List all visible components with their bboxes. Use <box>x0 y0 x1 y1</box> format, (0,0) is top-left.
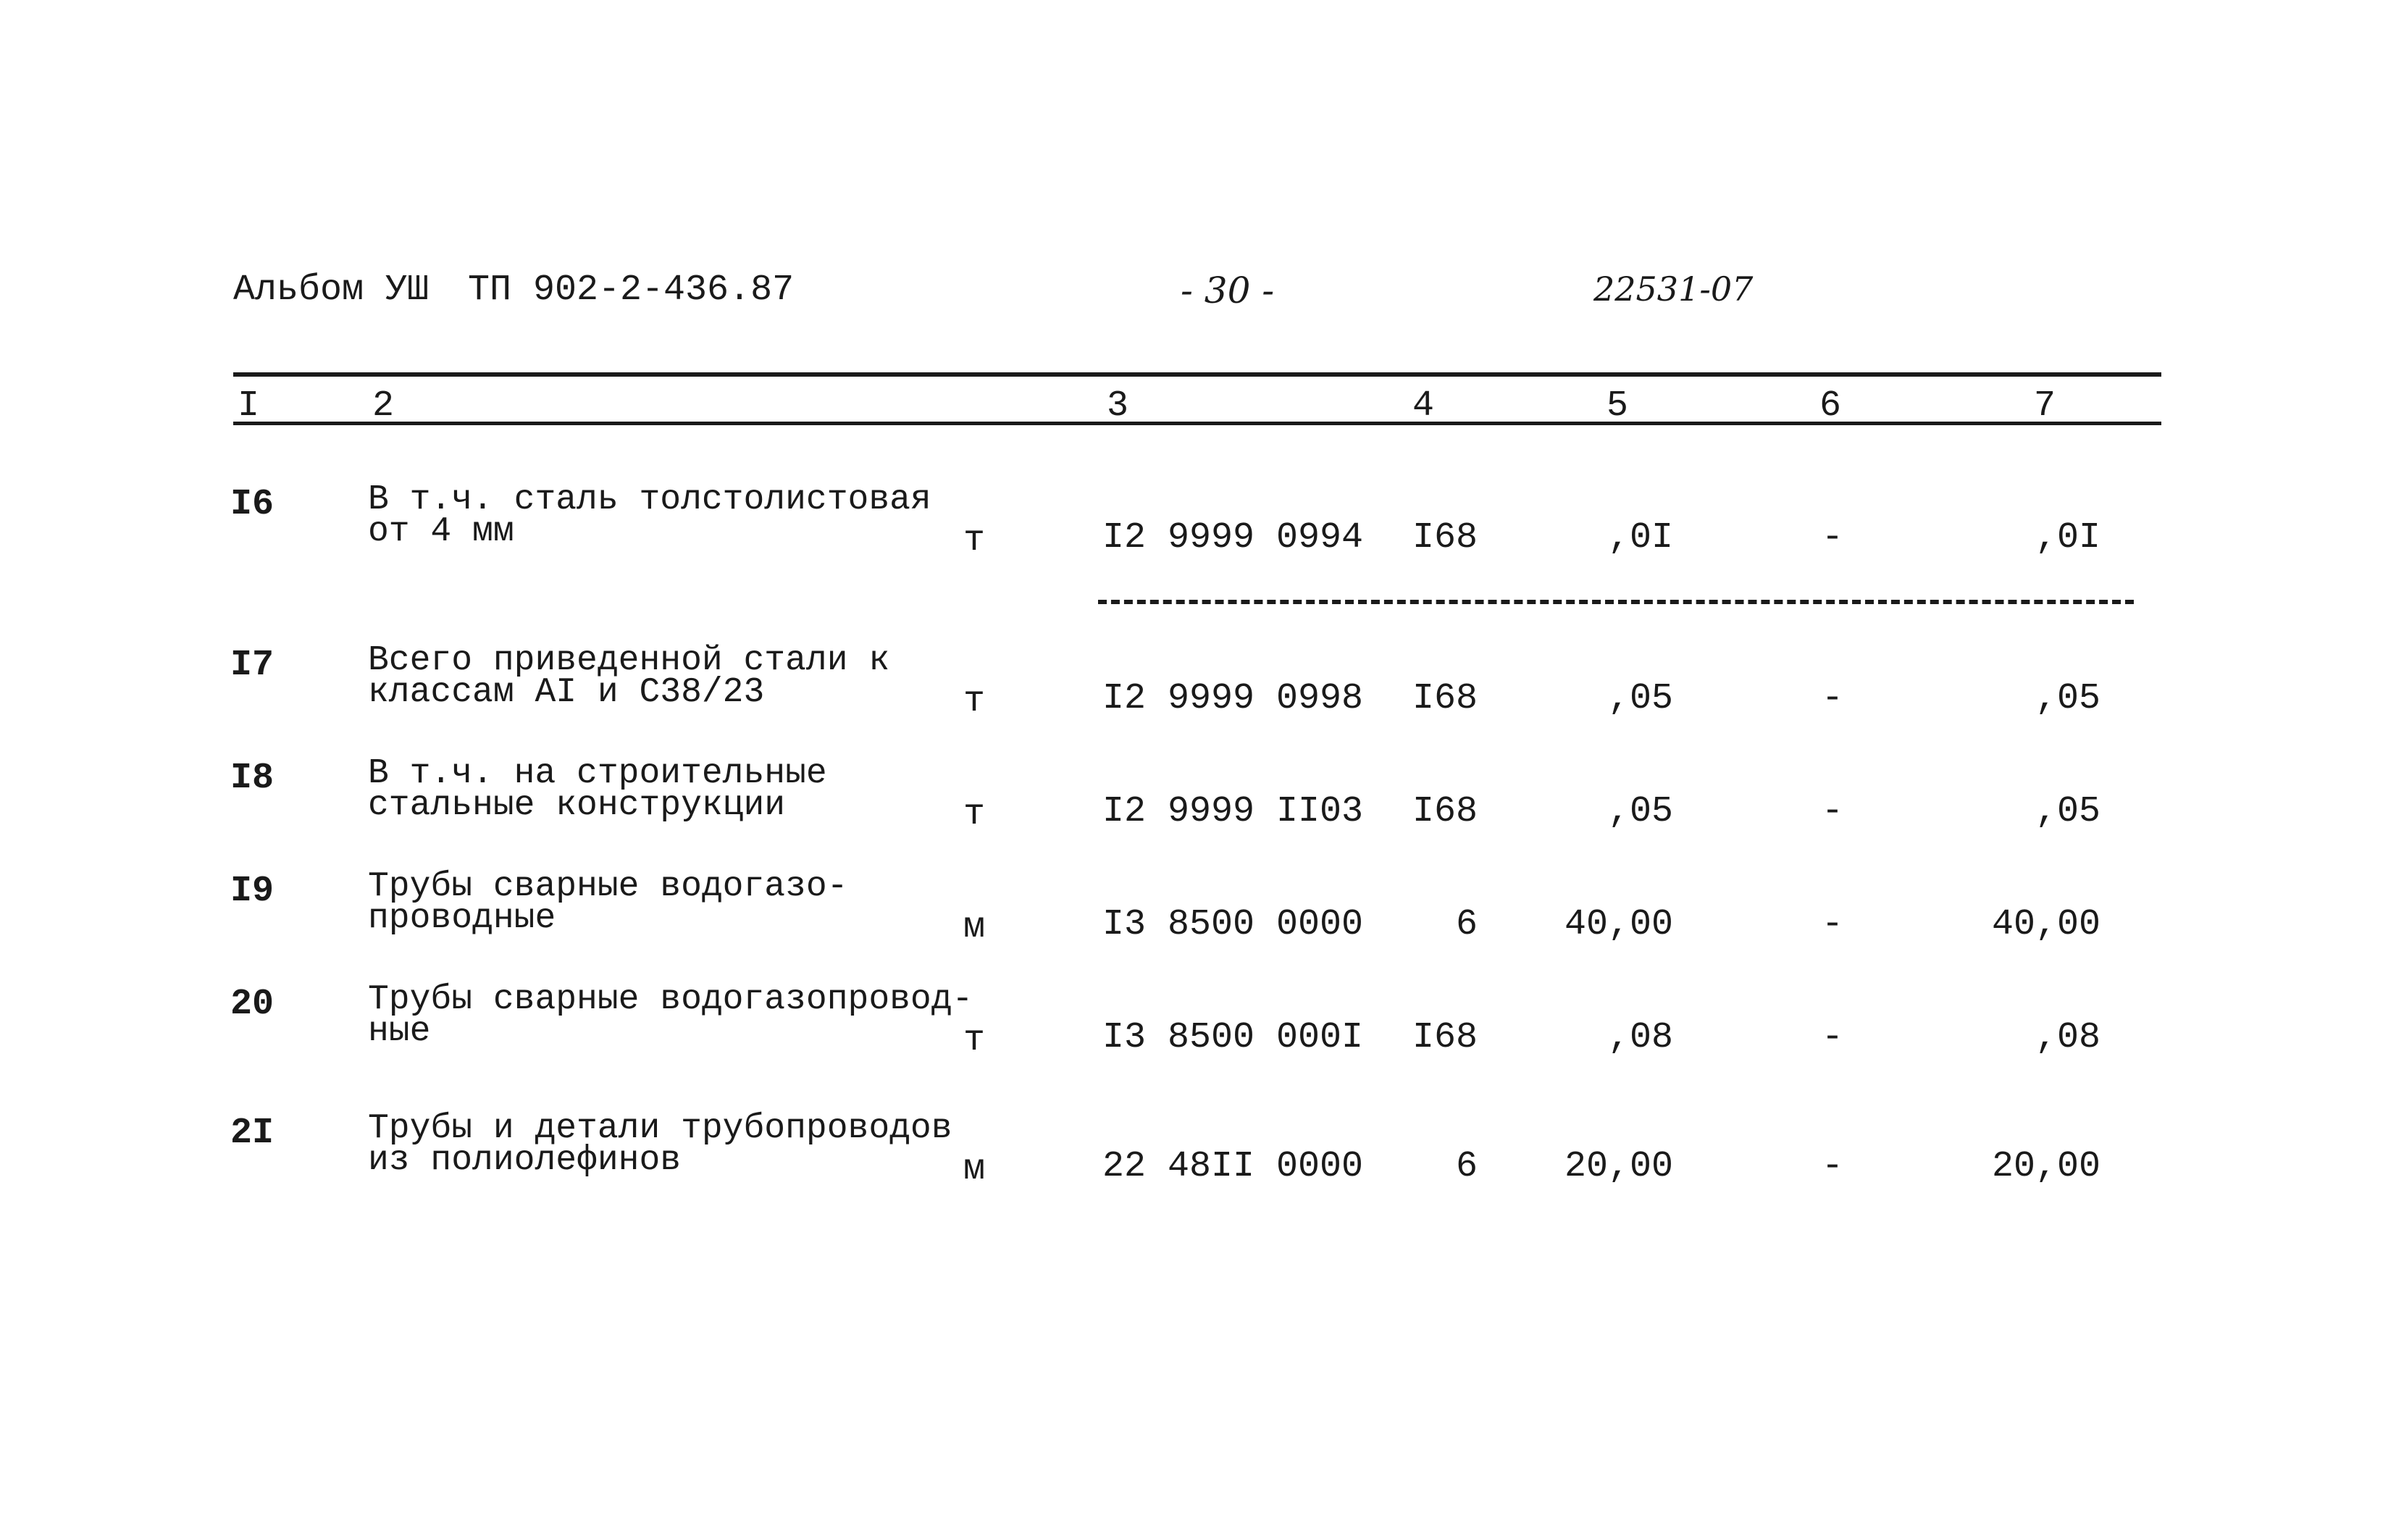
column-header-3: 3 <box>1107 385 1129 427</box>
col6-value: - <box>1821 904 1843 945</box>
col4-value: I68 <box>1412 678 1478 719</box>
col5-value: 20,00 <box>1564 1146 1673 1187</box>
document-number: 22531-07 <box>1593 269 1754 309</box>
col5-value: ,05 <box>1607 678 1673 719</box>
item-name-line2: из полиолефинов <box>368 1141 682 1180</box>
col6-value: - <box>1821 678 1843 719</box>
table-top-rule <box>233 372 2161 377</box>
item-name-line2: проводные <box>368 899 556 938</box>
table-row <box>0 754 2396 866</box>
col6-value: - <box>1821 517 1843 558</box>
col7-value: ,0I <box>2035 517 2100 558</box>
code: 22 48II 0000 <box>1102 1146 1364 1187</box>
item-name-line2: стальные конструкции <box>368 786 786 825</box>
column-header-5: 5 <box>1607 385 1629 427</box>
page-number: - 30 - <box>1181 269 1275 311</box>
column-header-2: 2 <box>372 385 395 427</box>
project-code: ТП 902-2-436.87 <box>468 269 795 311</box>
column-header-6: 6 <box>1819 385 1842 427</box>
unit: т <box>963 520 986 561</box>
col4-value: 6 <box>1455 904 1478 945</box>
unit: м <box>963 907 986 948</box>
column-header-1: I <box>238 385 260 427</box>
col6-value: - <box>1821 791 1843 832</box>
code: I2 9999 0994 <box>1102 517 1364 558</box>
col5-value: ,08 <box>1607 1017 1673 1058</box>
col7-value: ,05 <box>2035 791 2100 832</box>
col7-value: ,05 <box>2035 678 2100 719</box>
table-row <box>0 480 2396 593</box>
table-row <box>0 641 2396 753</box>
table-header-rule <box>233 422 2161 425</box>
row-number: 2I <box>230 1113 275 1154</box>
col7-value: 20,00 <box>1991 1146 2100 1187</box>
col4-value: I68 <box>1412 517 1478 558</box>
row-number: I8 <box>230 758 275 799</box>
unit: м <box>963 1149 986 1190</box>
item-name-line1: Трубы сварные водогазо- <box>368 867 848 906</box>
item-name-line1: Трубы сварные водогазопровод- <box>368 980 973 1019</box>
unit: т <box>963 681 986 722</box>
item-name-line2: классам AI и C38/23 <box>368 673 765 712</box>
col4-value: I68 <box>1412 791 1478 832</box>
unit: т <box>963 794 986 835</box>
item-name-line1: Всего приведенной стали к <box>368 641 890 680</box>
column-header-4: 4 <box>1412 385 1435 427</box>
code: I3 8500 000I <box>1102 1017 1364 1058</box>
col5-value: ,05 <box>1607 791 1673 832</box>
col6-value: - <box>1821 1017 1843 1058</box>
table-row <box>0 1109 2396 1221</box>
table-row <box>0 980 2396 1092</box>
col4-value: I68 <box>1412 1017 1478 1058</box>
table-row <box>0 867 2396 979</box>
item-name-line2: ные <box>368 1012 431 1051</box>
code: I2 9999 0998 <box>1102 678 1364 719</box>
item-name-line2: от 4 мм <box>368 512 514 551</box>
item-name-line1: В т.ч. сталь толстолистовая <box>368 480 931 519</box>
col7-value: 40,00 <box>1991 904 2100 945</box>
row-number: 20 <box>230 984 275 1025</box>
dashed-separator <box>1098 600 2134 604</box>
unit: т <box>963 1020 986 1061</box>
col6-value: - <box>1821 1146 1843 1187</box>
col4-value: 6 <box>1455 1146 1478 1187</box>
row-number: I7 <box>230 645 275 686</box>
row-number: I6 <box>230 484 275 525</box>
item-name-line1: Трубы и детали трубопроводов <box>368 1109 952 1148</box>
code: I3 8500 0000 <box>1102 904 1364 945</box>
item-name-line1: В т.ч. на строительные <box>368 754 827 793</box>
column-header-7: 7 <box>2034 385 2056 427</box>
row-number: I9 <box>230 871 275 912</box>
col5-value: 40,00 <box>1564 904 1673 945</box>
code: I2 9999 II03 <box>1102 791 1364 832</box>
col7-value: ,08 <box>2035 1017 2100 1058</box>
col5-value: ,0I <box>1607 517 1673 558</box>
album-label: Альбом УШ <box>233 269 430 311</box>
